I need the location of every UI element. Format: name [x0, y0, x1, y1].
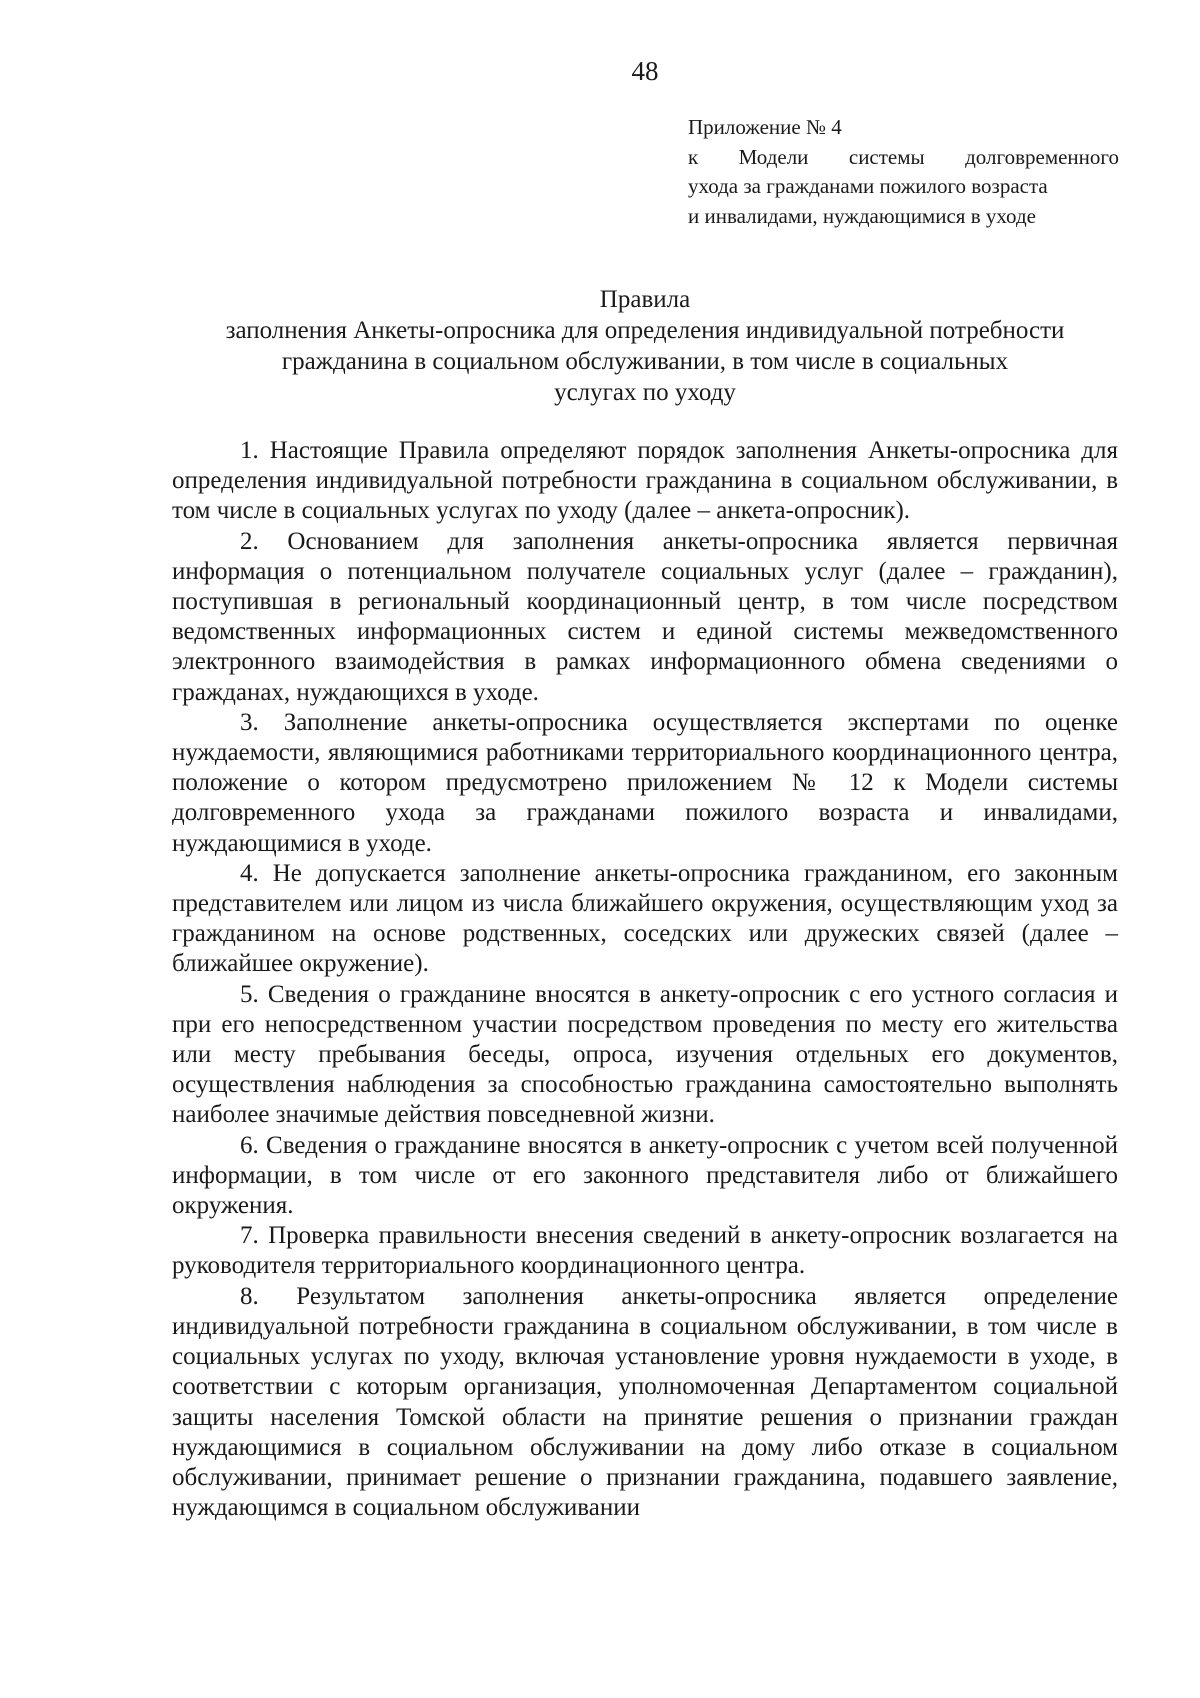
- document-title: [180, 284, 1110, 408]
- appendix-line-3: ухода за гражданами пожилого возраста: [688, 174, 1048, 198]
- paragraph-7: 7. Проверка правильности внесения сведений в анкету-опросник возлагается на руководителя территориального координационного центра.: [172, 1222, 1118, 1280]
- document-body: [172, 436, 1118, 1523]
- appendix-header: [688, 113, 1119, 231]
- paragraph-2: 2. Основанием для заполнения анкеты-опросника является первичная информация о потенциальном получателе социальных услуг (далее – гражданин), поступившая в региональный координационный центр, в том числе посредством ведомственных информационных систем и единой системы межведомственного электронного взаимодействия в рамках информационного обмена сведениями о гражданах, нуждающихся в уходе.: [172, 527, 1118, 706]
- appendix-line-2: к Модели системы долговременного: [688, 144, 1119, 169]
- paragraph-8: 8. Результатом заполнения анкеты-опросника является определение индивидуальной потребности гражданина в социальном обслуживании, в том числе в социальных услугах по уходу, включая установление уровня нуждаемости в уходе, в соответствии с которым организация, уполномоченная Департаментом социальной защиты населения Томской области на принятие решения о признании граждан нуждающимися в социальном обслуживании на дому либо отказе в социальном обслуживании, принимает решение о признании гражданина, подавшего заявление, нуждающимся в социальном обслуживании: [172, 1282, 1118, 1522]
- title-line-2: заполнения Анкеты-опросника для определения индивидуальной потребности: [225, 317, 1065, 344]
- paragraph-4: 4. Не допускается заполнение анкеты-опросника гражданином, его законным представителем или лицом из числа ближайшего окружения, осуществляющим уход за гражданином на основе родственных, соседских или дружеских связей (далее – ближайшее окружение).: [172, 859, 1118, 978]
- appendix-title: Приложение № 4: [688, 115, 842, 139]
- paragraph-5: 5. Сведения о гражданине вносятся в анкету-опросник с его устного согласия и при его непосредственном участии посредством проведения по месту его жительства или месту пребывания беседы, опроса, изучения отдельных его документов, осуществления наблюдения за способностью гражданина самостоятельно выполнять наиболее значимые действия повседневной жизни.: [172, 980, 1118, 1129]
- page-number: 48: [631, 56, 659, 86]
- paragraph-1: 1. Настоящие Правила определяют порядок заполнения Анкеты-опросника для определения индивидуальной потребности гражданина в социальном обслуживании, в том числе в социальных услугах по уходу (далее – анкета-опросник).: [172, 437, 1118, 525]
- paragraph-3: 3. Заполнение анкеты-опросника осуществляется экспертами по оценке нуждаемости, являющимися работниками территориального координационного центра, положение о котором предусмотрено приложением № 12 к Модели системы долговременного ухода за гражданами пожилого возраста и инвалидами, нуждающимися в уходе.: [172, 708, 1118, 857]
- title-line-1: Правила: [599, 286, 691, 313]
- appendix-line-4: и инвалидами, нуждающимися в уходе: [688, 203, 1036, 228]
- paragraph-6: 6. Сведения о гражданине вносятся в анкету-опросник с учетом всей полученной информации, в том числе от его законного представителя либо от ближайшего окружения.: [172, 1131, 1118, 1220]
- title-line-4: услугах по уходу: [554, 379, 736, 406]
- title-line-3: гражданина в социальном обслуживании, в том числе в социальных: [281, 348, 1009, 375]
